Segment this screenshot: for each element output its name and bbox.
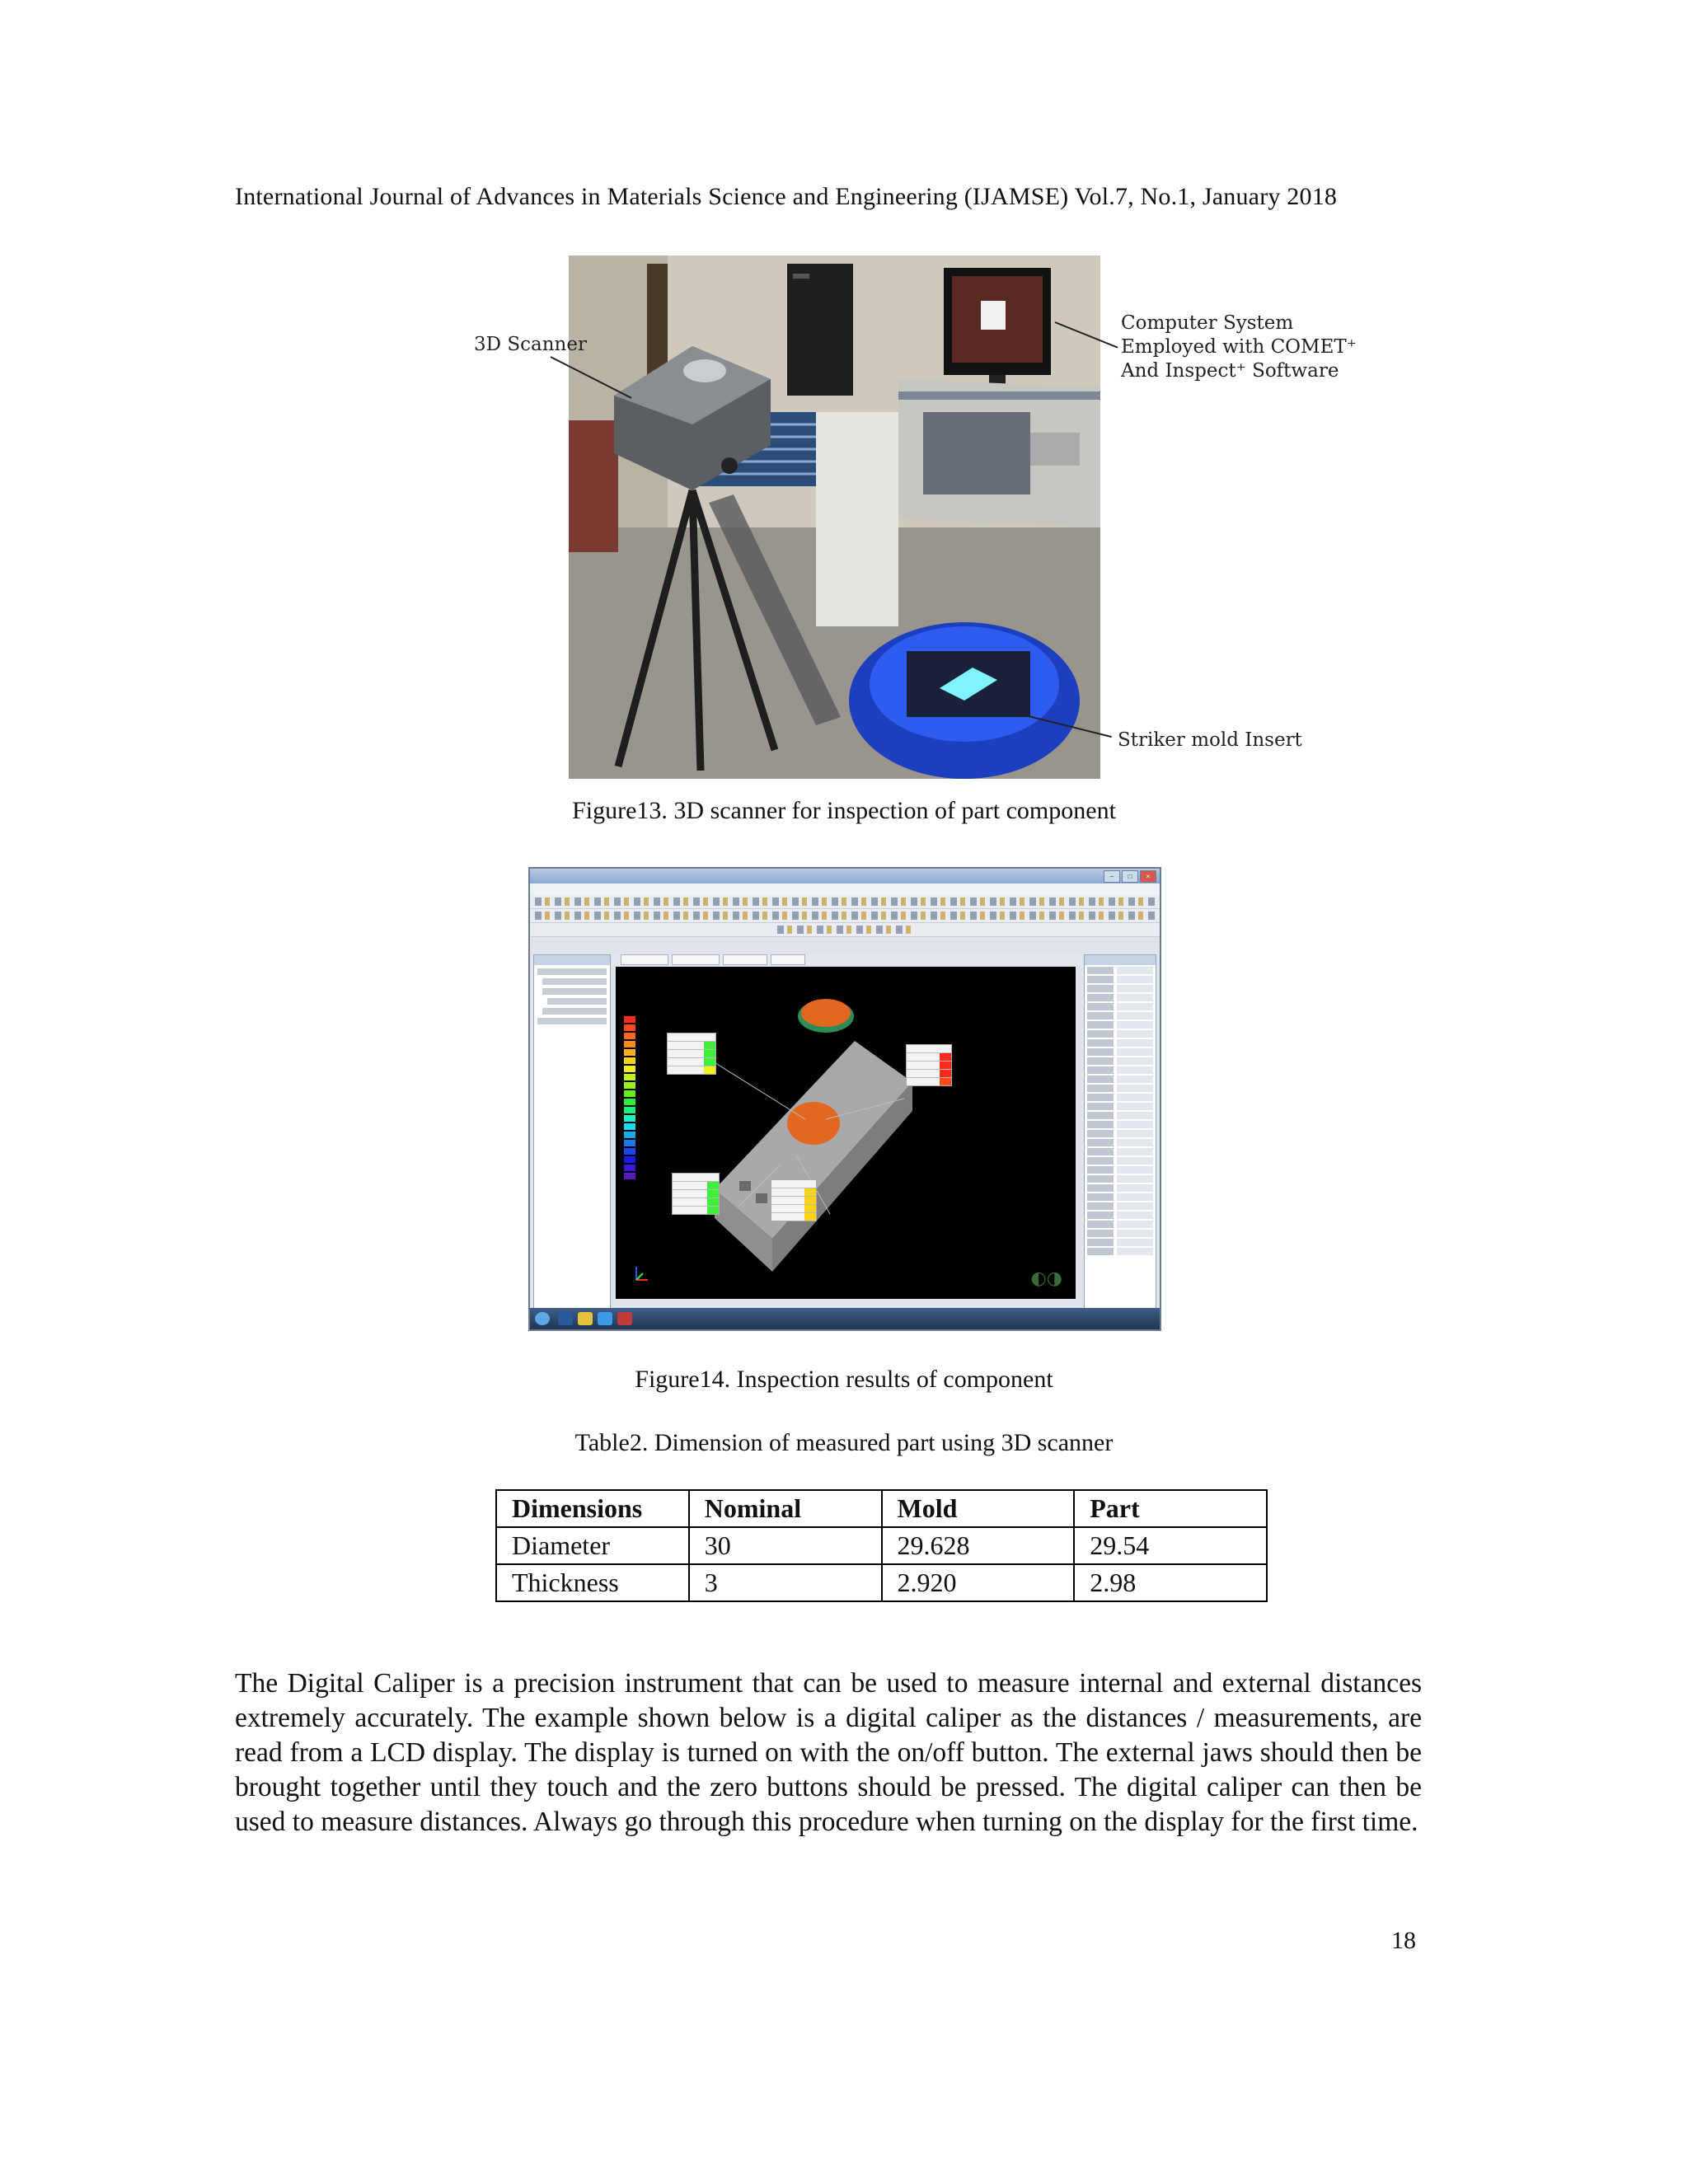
table-header-row [496, 1490, 1267, 1527]
start-button-icon [535, 1312, 550, 1325]
menu-bar [530, 883, 1160, 895]
windows-taskbar [530, 1308, 1160, 1329]
body-paragraph: The Digital Caliper is a precision instrument that can be used to measure internal and external distances extremely accurately. The example shown below is a digital caliper as the distances / measurements, are read from a LCD display. The display is turned on with the on/off button. The external jaws should then be brought together until they touch and the zero buttons should be pressed. The digital caliper can then be used to measure distances. Always go through this procedure when turning on the display for the first time. [235, 1668, 1422, 1837]
maximize-icon: □ [1122, 870, 1138, 883]
dimension-table [495, 1489, 1268, 1602]
figure14-caption: Figure14. Inspection results of component [635, 1366, 1053, 1393]
deviation-callout-1 [667, 1033, 716, 1075]
toolbar-2 [530, 909, 1160, 923]
toolbar-1 [530, 895, 1160, 909]
table-cell: 29.54 [1074, 1527, 1267, 1564]
taskbar-folder-icon [578, 1312, 593, 1325]
table-cell: 3 [689, 1564, 882, 1601]
close-icon: × [1140, 870, 1156, 883]
label-striker-mold-insert: Striker mold Insert [1118, 729, 1302, 751]
running-header: International Journal of Advances in Materials Science and Engineering (IJAMSE) Vol.7, No.1, January 2018 [235, 183, 1338, 210]
label-computer-line-2: Employed with COMET⁺ [1121, 336, 1357, 358]
toolbar-3 [530, 923, 1160, 937]
header-part: Part [1074, 1490, 1267, 1527]
window-titlebar [530, 869, 1160, 883]
page-number: 18 [1391, 1927, 1416, 1954]
view-tabs [612, 954, 1082, 965]
label-computer-line-3: And Inspect⁺ Software [1121, 360, 1339, 382]
properties-panel [1084, 954, 1156, 1310]
taskbar-app-icon [558, 1312, 573, 1325]
table-cell: 29.628 [882, 1527, 1075, 1564]
deviation-callout-2 [906, 1044, 952, 1086]
header-mold: Mold [882, 1490, 1075, 1527]
deviation-callout-4 [771, 1179, 817, 1221]
table-row [496, 1527, 1267, 1564]
label-computer-system [1121, 312, 1357, 383]
figure13-caption: Figure13. 3D scanner for inspection of part component [572, 797, 1116, 824]
scanner-setup-photo [569, 255, 1100, 779]
label-3d-scanner: 3D Scanner [474, 334, 587, 355]
table2-caption: Table2. Dimension of measured part using 3D scanner [574, 1429, 1114, 1456]
deviation-callout-3 [672, 1173, 720, 1215]
3d-inspection-viewport [616, 967, 1076, 1299]
header-nominal: Nominal [689, 1490, 882, 1527]
inspection-software-screenshot [528, 867, 1161, 1331]
table-row [496, 1564, 1267, 1601]
table-cell: Diameter [496, 1527, 689, 1564]
label-computer-line-1: Computer System [1121, 312, 1294, 334]
taskbar-app-icon [617, 1312, 632, 1325]
table-cell: 2.98 [1074, 1564, 1267, 1601]
table-cell: Thickness [496, 1564, 689, 1601]
taskbar-app-icon [598, 1312, 612, 1325]
header-dimensions: Dimensions [496, 1490, 689, 1527]
explorer-panel [533, 954, 611, 1310]
software-logo: ◐◑ [1030, 1268, 1062, 1289]
table-cell: 30 [689, 1527, 882, 1564]
minimize-icon: – [1104, 870, 1120, 883]
table-cell: 2.920 [882, 1564, 1075, 1601]
